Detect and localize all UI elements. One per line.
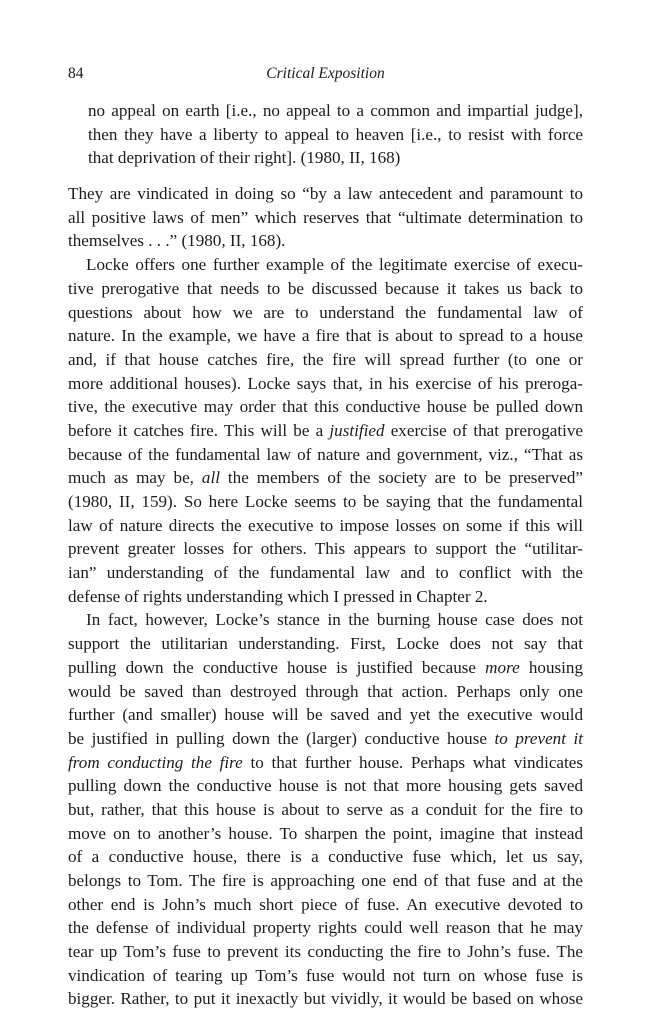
text-segment: housing [528,657,583,677]
text-line: all positive laws of men” which reserves that “ultimate determination to [68,207,583,227]
text-line: but, rather, that this house is about to serve as a conduit for the fire to [68,799,583,819]
text-line: other end is John’s much short piece of fuse. An executive devoted to [68,894,583,914]
text-line: Locke offers one further example of the legitimate exercise of execu- [86,255,583,275]
text-line: vindication of tearing up Tom’s fuse would not turn on whose fuse is [68,965,583,985]
paragraph-continuation [68,182,583,253]
text-line: the defense of individual property rights could well reason that he may [68,918,583,938]
text-line: tive, the executive may order that this conductive house be pulled down [68,397,583,417]
running-head [68,64,583,84]
text-line: further (and smaller) house will be saved and yet the executive would [68,705,583,725]
italic-text: more [485,657,520,677]
text-line: belongs to Tom. The fire is approaching one end of that fuse and at the [68,871,583,890]
text-segment: much as may be, [68,468,194,488]
text-line: questions about how we are to understand the fundamental law of [68,302,583,322]
text-line: law of nature directs the executive to impose losses on some if this will [68,515,583,535]
text-line: move on to another’s house. To sharpen the point, imagine that instead [68,823,583,843]
text-line [68,419,583,443]
italic-text: all [201,468,220,488]
text-line: would be saved than destroyed through that action. Perhaps only one [68,681,583,701]
running-title: Critical Exposition [266,65,385,82]
text-line: bigger. Rather, to put it inexactly but vividly, it would be based on whose [68,989,583,1009]
text-line [68,727,583,751]
paragraph-burning-house [68,608,583,1011]
text-line [68,656,583,680]
block-quote [68,99,583,170]
quote-line: no appeal on earth [i.e., no appeal to a common and impartial judge], [88,101,583,120]
text-segment: be justified in pulling down the (larger) conductive house [68,728,487,748]
text-segment: before it catches fire. This will be a [68,420,324,440]
page-number: 84 [68,65,84,82]
text-line: (1980, II, 159). So here Locke seems to be saying that the fundamental [68,492,583,511]
italic-text: justified [329,420,385,440]
text-line: prevent greater losses for others. This appears to support the “utilitar- [68,539,583,559]
text-line: They are vindicated in doing so “by a law antecedent and paramount to [68,184,583,204]
text-line: ian” understanding of the fundamental law and to conflict with the [68,563,583,583]
text-segment: pulling down the conductive house is justified because [68,657,476,677]
text-line: tear up Tom’s fuse to prevent its conducting the fire to John’s fuse. The [68,942,583,962]
text-line: of a conductive house, there is a conductive fuse which, let us say, [68,847,583,867]
quote-line: then they have a liberty to appeal to heaven [i.e., to resist with force [88,124,583,144]
text-line: nature. In the example, we have a fire that is about to spread to a house [68,326,583,346]
text-line: support the utilitarian understanding. First, Locke does not say that [68,634,583,654]
italic-text: to prevent it [494,728,583,748]
text-line: and, if that house catches fire, the fire will spread further (to one or [68,349,583,369]
text-line [68,751,583,775]
text-line: more additional houses). Locke says that, in his exercise of his preroga- [68,373,583,393]
quote-line: that deprivation of their right]. (1980, II, 168) [88,148,401,168]
text-line: pulling down the conductive house is not that more housing gets saved [68,776,583,796]
text-segment: exercise of that prerogative [390,420,584,440]
text-line [68,466,583,490]
text-line: because of the fundamental law of nature and government, viz., “That as [68,444,583,464]
text-segment: to that further house. Perhaps what vindicates [250,752,583,772]
text-line: themselves . . .” (1980, II, 168). [68,231,286,251]
body-text [68,99,583,1011]
text-line: tive prerogative that needs to be discussed because it takes us back to [68,278,583,298]
paragraph-executive-prerogative [68,253,583,608]
text-line: In fact, however, Locke’s stance in the burning house case does not [86,610,583,630]
text-line: defense of rights understanding which I pressed in Chapter 2. [68,586,488,606]
italic-text: from conducting the fire [68,752,243,772]
text-segment: the members of the society are to be preserved” [227,468,584,488]
